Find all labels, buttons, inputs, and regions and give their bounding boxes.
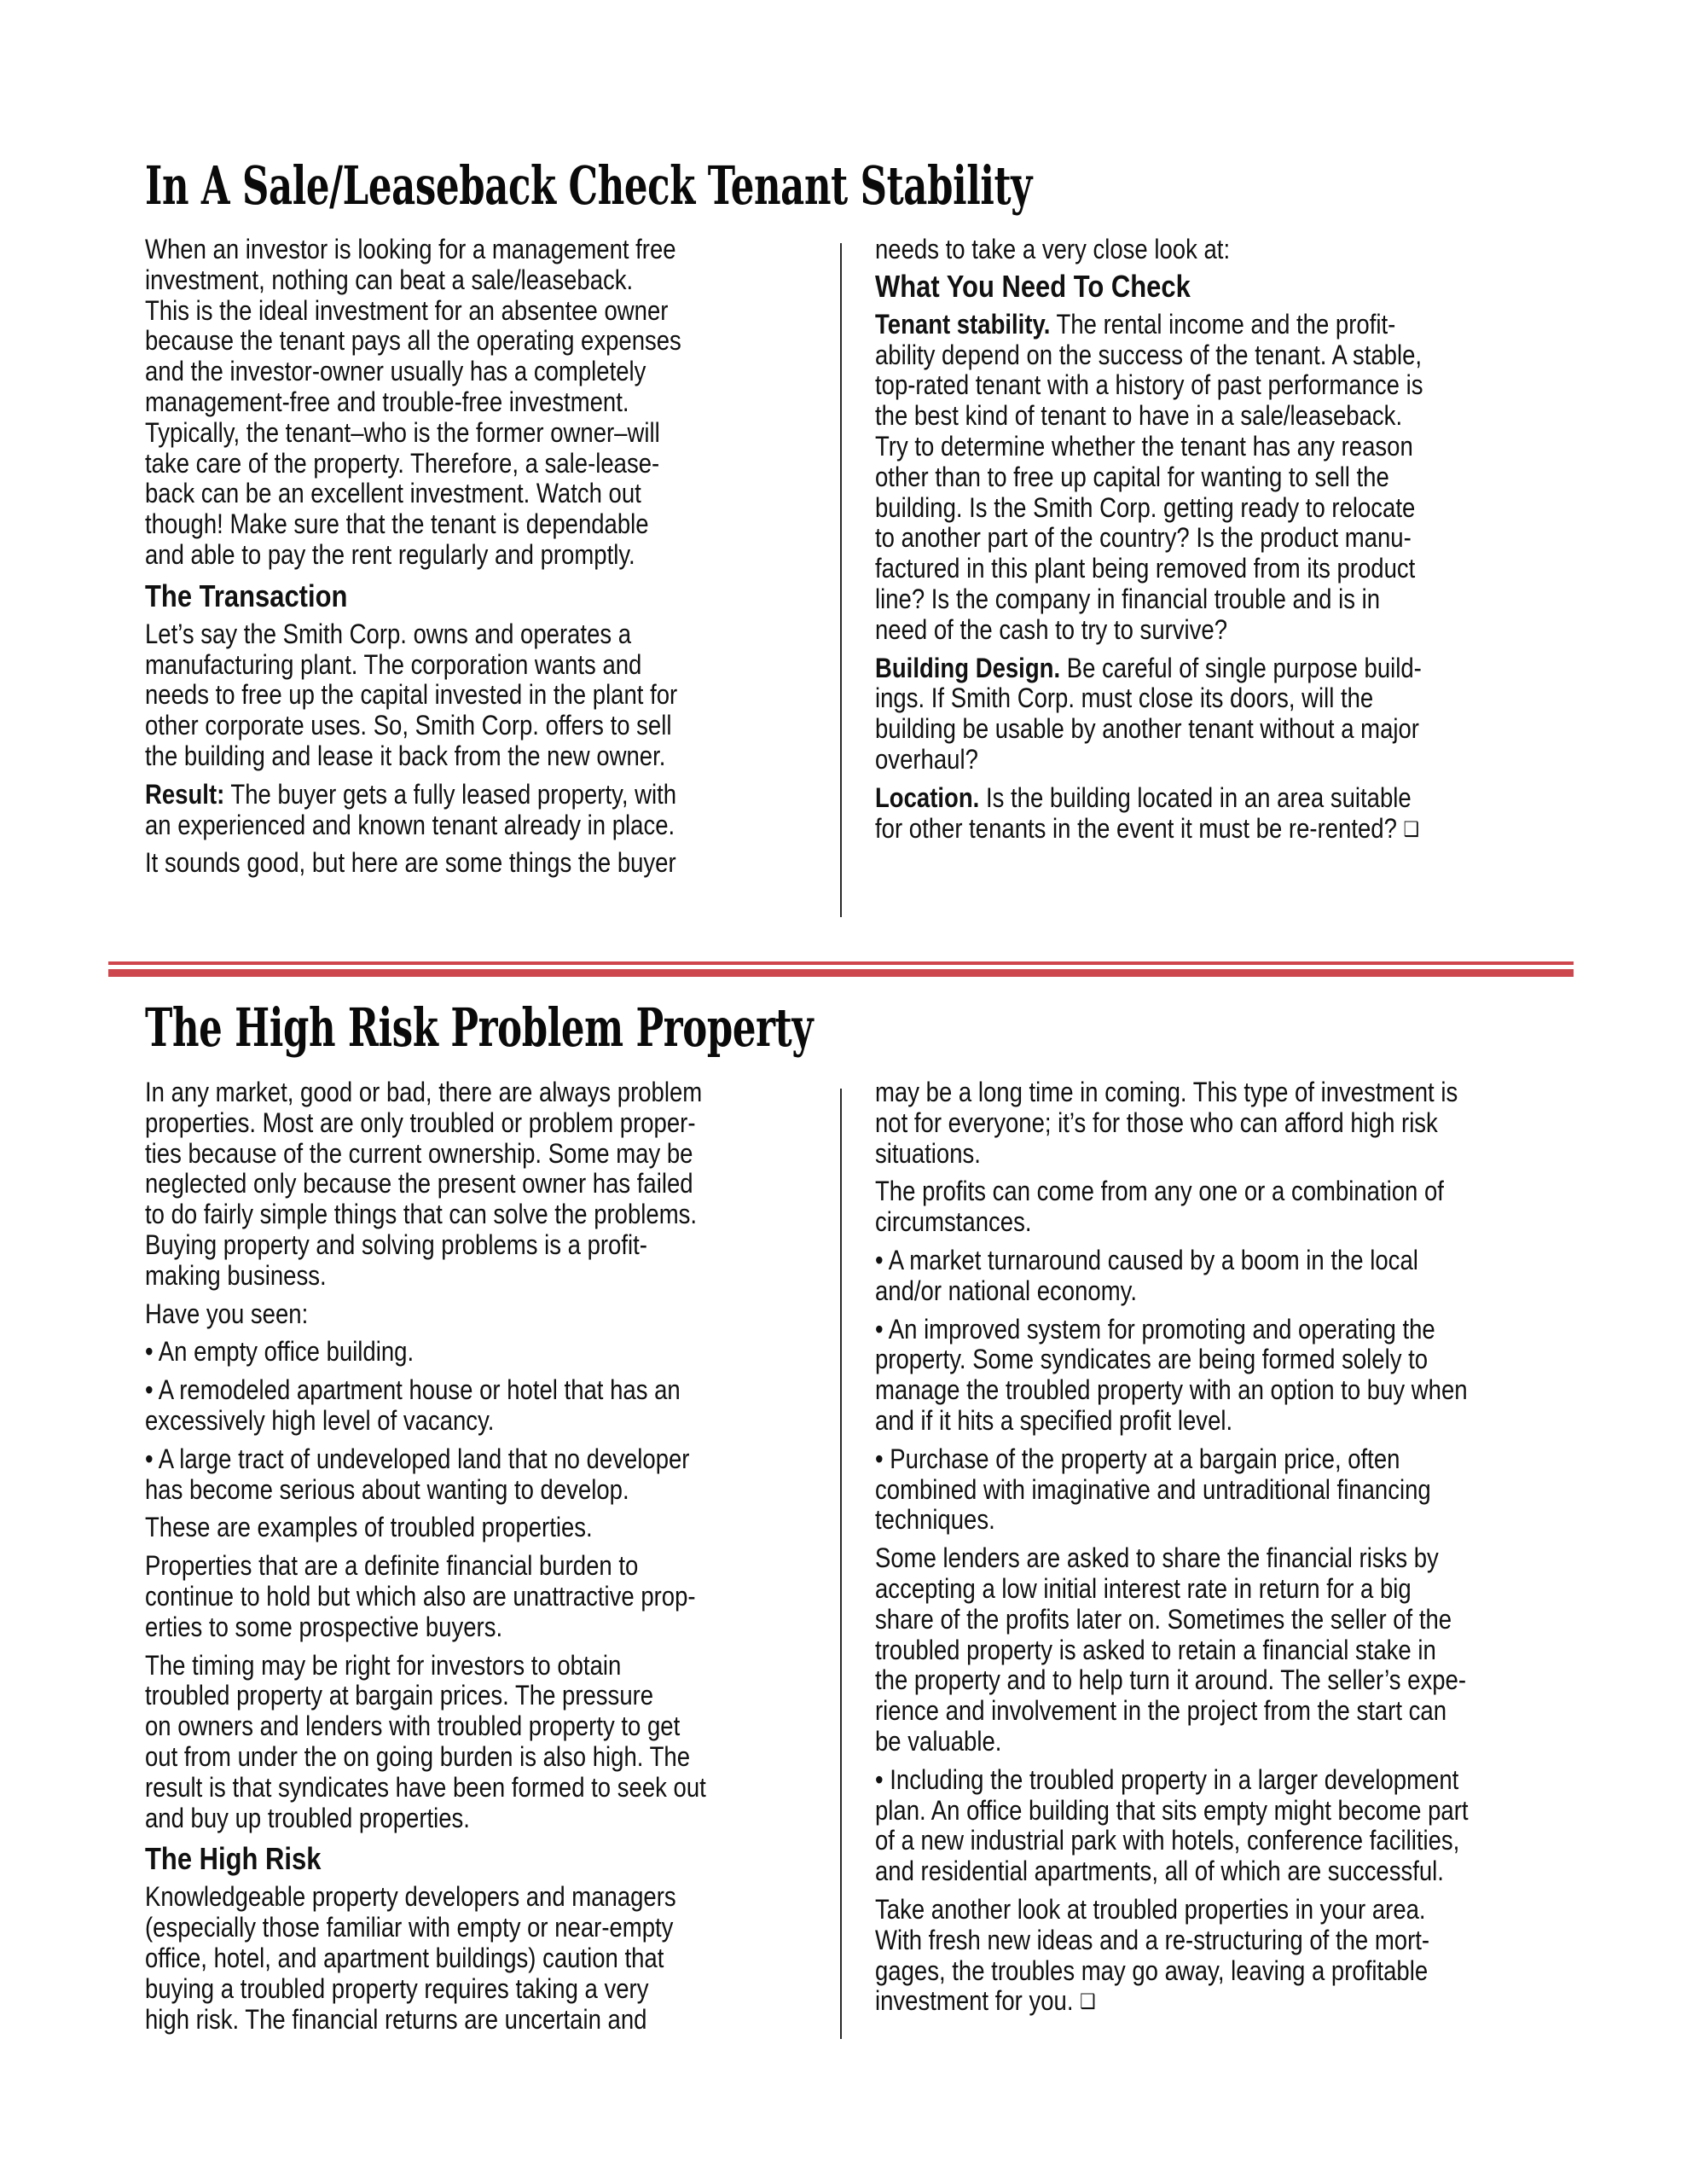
column-divider bbox=[840, 243, 842, 917]
text-line: plan. An office building that sits empty might become part bbox=[875, 1794, 1469, 1826]
text-line: In any market, good or bad, there are always problem bbox=[145, 1077, 703, 1107]
subhead-the-high-risk: The High Risk bbox=[145, 1841, 322, 1877]
text-line: the best kind of tenant to have in a sale/leaseback. bbox=[875, 400, 1403, 432]
text-line: Take another look at troubled properties in your area. bbox=[875, 1893, 1426, 1925]
continuation-paragraph bbox=[875, 1077, 1469, 1169]
text-line: and/or national economy. bbox=[875, 1275, 1137, 1306]
text-line: to do fairly simple things that can solve the problems. bbox=[145, 1199, 698, 1230]
text-line: investment, nothing can beat a sale/leaseback. bbox=[145, 264, 634, 295]
text-line: needs to take a very close look at: bbox=[875, 234, 1231, 264]
text-line: This is the ideal investment for an absentee owner bbox=[145, 294, 669, 326]
have-you-seen-paragraph bbox=[145, 1299, 706, 1330]
text-line: high risk. The financial returns are uncertain and bbox=[145, 2003, 647, 2035]
text-line: top-rated tenant with a history of past performance is bbox=[875, 369, 1423, 401]
tenant-stability-lead: Tenant stability. bbox=[875, 308, 1051, 340]
transaction-paragraph bbox=[145, 619, 681, 772]
text-line: It sounds good, but here are some things the buyer bbox=[145, 847, 676, 879]
text-line: and buy up troubled properties. bbox=[145, 1802, 470, 1833]
text-line: These are examples of troubled properties. bbox=[145, 1512, 593, 1543]
text-fragment: Be careful of single purpose build- bbox=[1060, 652, 1422, 683]
text-line: troubled property is asked to retain a financial stake in bbox=[875, 1634, 1436, 1665]
text-fragment: The buyer gets a fully leased property, with bbox=[224, 778, 677, 810]
text-line: • A large tract of undeveloped land that no developer bbox=[145, 1443, 690, 1474]
text-line: continue to hold but which also are unattractive prop- bbox=[145, 1580, 696, 1612]
continuation-paragraph bbox=[145, 848, 681, 879]
text-line: erties to some prospective buyers. bbox=[145, 1611, 503, 1642]
text-line: needs to free up the capital invested in the plant for bbox=[145, 679, 678, 711]
text-line: With fresh new ideas and a re-structuring of the mort- bbox=[875, 1924, 1430, 1955]
high-risk-paragraph bbox=[145, 1882, 706, 2035]
problem-properties-intro-paragraph bbox=[145, 1077, 706, 1292]
text-line: share of the profits later on. Sometimes the seller of the bbox=[875, 1603, 1452, 1635]
text-line bbox=[875, 1986, 1469, 2018]
subhead-what-you-need-to-check: What You Need To Check bbox=[875, 268, 1191, 304]
examples-paragraph bbox=[145, 1513, 706, 1543]
text-line: overhaul? bbox=[875, 743, 978, 775]
text-line: take care of the property. Therefore, a sale-lease- bbox=[145, 447, 660, 479]
text-line: of a new industrial park with hotels, conference facilities, bbox=[875, 1825, 1460, 1856]
text-line: • A market turnaround caused by a boom in the local bbox=[875, 1244, 1418, 1275]
text-line: the property and to help turn it around. The seller’s expe- bbox=[875, 1664, 1467, 1696]
text-line: • Including the troubled property in a larger development bbox=[875, 1763, 1459, 1795]
bullet-item bbox=[875, 1246, 1469, 1307]
text-line: techniques. bbox=[875, 1504, 995, 1536]
text-line: an experienced and known tenant already in place. bbox=[145, 809, 675, 840]
text-line: • Purchase of the property at a bargain price, often bbox=[875, 1443, 1400, 1474]
text-line bbox=[875, 653, 1423, 684]
continuation-paragraph-end bbox=[875, 235, 1423, 265]
text-line: has become serious about wanting to develop. bbox=[145, 1473, 629, 1505]
text-line: accepting a low initial interest rate in return for a big bbox=[875, 1572, 1412, 1604]
text-line: and residential apartments, all of which are successful. bbox=[875, 1856, 1444, 1887]
text-line: gages, the troubles may go away, leaving a profitable bbox=[875, 1955, 1429, 1986]
text-fragment: for other tenants in the event it must be re-rented? bbox=[875, 812, 1404, 844]
tenant-stability-paragraph bbox=[875, 310, 1423, 646]
text-line: property. Some syndicates are being formed solely to bbox=[875, 1344, 1429, 1375]
text-line: Typically, the tenant–who is the former owner–will bbox=[145, 416, 660, 448]
text-fragment: investment for you. bbox=[875, 1985, 1081, 2017]
text-line: Try to determine whether the tenant has any reason bbox=[875, 430, 1413, 462]
text-line: situations. bbox=[875, 1137, 981, 1169]
text-line: manufacturing plant. The corporation wants and bbox=[145, 648, 642, 680]
text-line: The timing may be right for investors to obtain bbox=[145, 1649, 622, 1681]
bullet-item bbox=[875, 1444, 1469, 1536]
text-line: factured in this plant being removed from its product bbox=[875, 553, 1416, 584]
text-line: be valuable. bbox=[875, 1725, 1002, 1757]
section-divider-thin-line bbox=[108, 961, 1574, 965]
text-line bbox=[145, 780, 681, 810]
article-1-title: In A Sale/Leaseback Check Tenant Stability bbox=[145, 154, 1033, 217]
text-line: Have you seen: bbox=[145, 1298, 309, 1329]
text-line: making business. bbox=[145, 1259, 327, 1291]
text-line: result is that syndicates have been formed to seek out bbox=[145, 1771, 706, 1803]
text-line: and the investor-owner usually has a completely bbox=[145, 356, 646, 387]
text-line: building. Is the Smith Corp. getting ready to relocate bbox=[875, 491, 1416, 523]
text-line: Knowledgeable property developers and managers bbox=[145, 1881, 676, 1913]
text-line: Let’s say the Smith Corp. owns and operates a bbox=[145, 618, 632, 649]
text-line: • An empty office building. bbox=[145, 1336, 415, 1368]
article-1-right-column bbox=[875, 235, 1423, 852]
building-design-paragraph bbox=[875, 653, 1423, 775]
text-line: properties. Most are only troubled or problem proper- bbox=[145, 1107, 696, 1138]
bullet-item bbox=[875, 1315, 1469, 1437]
closing-paragraph bbox=[875, 1895, 1469, 2018]
bullet-item bbox=[875, 1765, 1469, 1887]
text-fragment: The rental income and the profit- bbox=[1050, 308, 1396, 340]
section-divider-thick-line bbox=[108, 969, 1574, 977]
text-line: buying a troubled property requires taking a very bbox=[145, 1972, 649, 2004]
bullet-item bbox=[145, 1375, 706, 1437]
text-line: other corporate uses. So, Smith Corp. offers to sell bbox=[145, 710, 672, 741]
text-line: • An improved system for promoting and operating the bbox=[875, 1313, 1435, 1345]
text-line: line? Is the company in financial trouble and is in bbox=[875, 583, 1381, 614]
article-2-right-column bbox=[875, 1077, 1469, 2025]
text-line: neglected only because the present owner has failed bbox=[145, 1168, 693, 1199]
text-line: ties because of the current ownership. Some may be bbox=[145, 1137, 693, 1169]
text-line: not for everyone; it’s for those who can afford high risk bbox=[875, 1107, 1438, 1138]
text-line: ings. If Smith Corp. must close its doors, will the bbox=[875, 682, 1374, 714]
text-line bbox=[875, 310, 1423, 340]
text-line: The profits can come from any one or a combination of bbox=[875, 1176, 1444, 1207]
article-2-title: The High Risk Problem Property bbox=[145, 996, 814, 1059]
profits-paragraph bbox=[875, 1176, 1469, 1238]
text-line: manage the troubled property with an option to buy when bbox=[875, 1374, 1468, 1406]
text-line: building be usable by another tenant without a major bbox=[875, 713, 1419, 745]
building-design-lead: Building Design. bbox=[875, 652, 1061, 683]
text-line: to another part of the country? Is the product manu- bbox=[875, 522, 1412, 554]
text-line: and able to pay the rent regularly and promptly. bbox=[145, 538, 635, 570]
text-line: on owners and lenders with troubled property to get bbox=[145, 1711, 681, 1742]
text-line: office, hotel, and apartment buildings) caution that bbox=[145, 1942, 664, 1973]
location-lead: Location. bbox=[875, 781, 980, 813]
bullet-item bbox=[145, 1337, 706, 1368]
text-line: and if it hits a specified profit level. bbox=[875, 1404, 1233, 1436]
text-line: rience and involvement in the project from the start can bbox=[875, 1695, 1446, 1727]
text-line: ability depend on the success of the tenant. A stable, bbox=[875, 339, 1423, 370]
text-line: though! Make sure that the tenant is dependable bbox=[145, 508, 649, 540]
text-line: management-free and trouble-free investment. bbox=[145, 386, 629, 417]
text-line bbox=[875, 814, 1423, 845]
result-lead: Result: bbox=[145, 778, 225, 810]
text-line: because the tenant pays all the operating expenses bbox=[145, 325, 681, 357]
text-line: the building and lease it back from the new owner. bbox=[145, 740, 666, 771]
article-1-left-column bbox=[145, 235, 681, 886]
text-line: (especially those familiar with empty or near-empty bbox=[145, 1912, 674, 1943]
text-line: troubled property at bargain prices. The pressure bbox=[145, 1680, 654, 1711]
text-line: excessively high level of vacancy. bbox=[145, 1404, 495, 1436]
text-line: back can be an excellent investment. Watch out bbox=[145, 478, 641, 509]
result-paragraph bbox=[145, 780, 681, 841]
end-of-article-square-icon: ❑ bbox=[1080, 1990, 1096, 2014]
text-line: Some lenders are asked to share the financial risks by bbox=[875, 1542, 1439, 1574]
text-line: When an investor is looking for a management free bbox=[145, 234, 676, 264]
lenders-paragraph bbox=[875, 1543, 1469, 1757]
text-line: other than to free up capital for wanting to sell the bbox=[875, 461, 1389, 492]
text-line bbox=[875, 783, 1423, 814]
text-line: Properties that are a definite financial burden to bbox=[145, 1550, 639, 1582]
text-line: Buying property and solving problems is a profit- bbox=[145, 1228, 647, 1260]
end-of-article-square-icon: ❑ bbox=[1403, 817, 1420, 841]
location-paragraph bbox=[875, 783, 1423, 845]
text-fragment: Is the building located in an area suitable bbox=[979, 781, 1412, 813]
text-line: may be a long time in coming. This type of investment is bbox=[875, 1077, 1458, 1107]
column-divider bbox=[840, 1089, 842, 2039]
bullet-item bbox=[145, 1444, 706, 1506]
subhead-the-transaction: The Transaction bbox=[145, 578, 348, 613]
text-line: need of the cash to try to survive? bbox=[875, 613, 1228, 645]
text-line: circumstances. bbox=[875, 1206, 1032, 1238]
article-1-intro-paragraph bbox=[145, 235, 681, 571]
timing-paragraph bbox=[145, 1651, 706, 1834]
text-line: out from under the on going burden is also high. The bbox=[145, 1740, 690, 1772]
text-line: combined with imaginative and untraditional financing bbox=[875, 1473, 1431, 1505]
article-2-left-column bbox=[145, 1077, 706, 2042]
text-line: • A remodeled apartment house or hotel that has an bbox=[145, 1374, 681, 1406]
burden-paragraph bbox=[145, 1551, 706, 1642]
